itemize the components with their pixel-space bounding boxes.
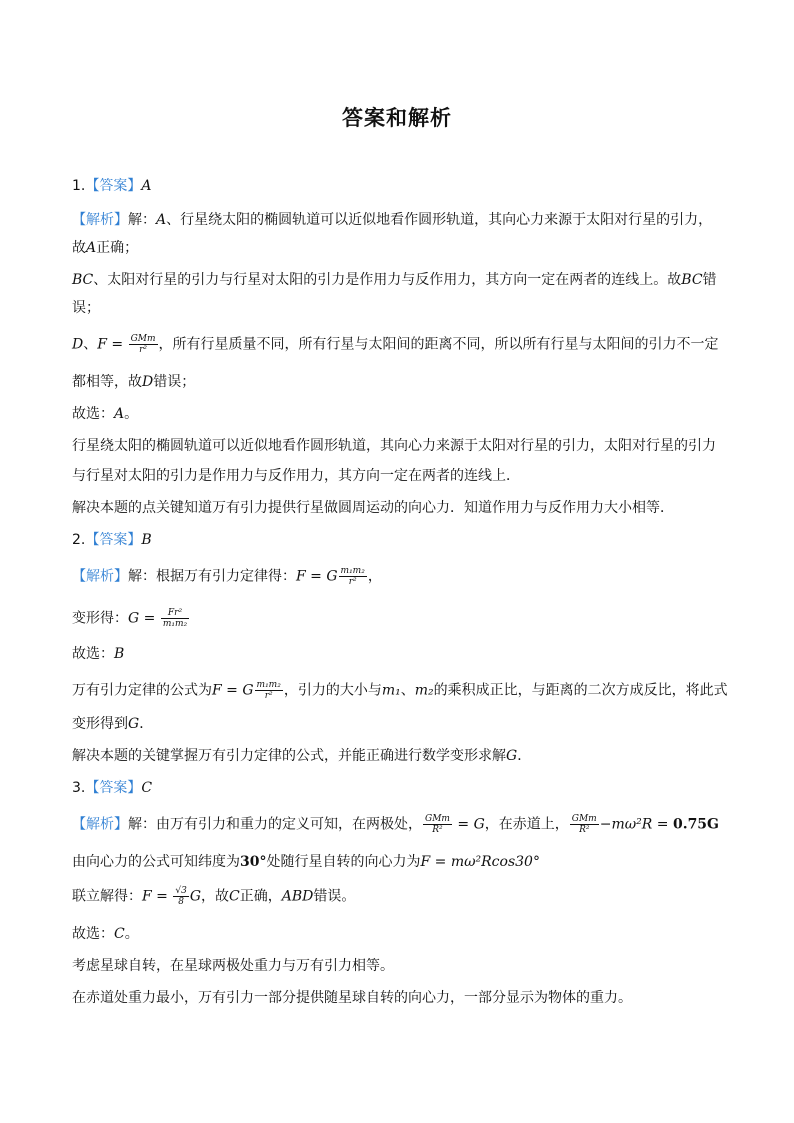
q2-fraction [161,608,189,629]
q1-option: A [86,240,97,256]
q1-text: 、行星绕太阳的椭圆轨道可以近似地看作圆形轨道，其向心力来源于太阳对行星的引力， [166,212,713,228]
q3-option: C [229,888,240,905]
q3-text: ，故 [201,888,230,905]
q1-line-2 [72,238,732,258]
q3-text: 解：由万有引力和重力的定义可知，在两极处， [128,816,422,833]
q3-line-2 [72,852,732,872]
fraction-denominator: R² [432,825,443,835]
q2-text: 变形得到 [72,716,128,732]
q1-answer: A [141,178,152,194]
q1-text: 。 [124,406,139,422]
q3-fraction [570,814,599,835]
q1-text: 错误； [153,374,196,390]
q1-text: ，所有行星质量不同，所有行星与太阳间的距离不同，所以所有行星与太阳间的引力不一定 [158,336,719,353]
q3-text: 联立解得： [72,888,142,905]
q3-text: 。 [124,926,139,942]
q2-text: 变形得： [72,610,128,627]
q3-line-6: 在赤道处重力最小，万有引力一部分提供随星球自转的向心力，一部分显示为物体的重力。 [72,990,632,1006]
q2-line-5 [72,714,732,734]
q3-line-5: 考虑星球自转，在星球两极处重力与万有引力相等。 [72,958,394,974]
q2-formula: m₂ [414,682,434,699]
q3-line-3 [72,886,732,907]
q2-option: G [506,748,518,764]
q1-line-9: 与行星对太阳的引力是作用力与反作用力，其方向一定在两者的连线上． [72,468,520,484]
q3-formula: = G [452,816,485,833]
q2-formula: F = G [296,568,338,585]
q3-formula: 30° [240,854,267,870]
q2-fraction [255,680,283,701]
q1-text: 、 [83,336,98,353]
q1-answer-line [72,176,732,196]
q2-text: 的乘积成正比，与距离的二次方成反比，将此式 [433,682,728,699]
q2-line-6 [72,746,732,766]
q2-answer-line [72,530,732,550]
q1-line-6 [72,372,732,392]
q1-text: 错 [702,272,717,288]
q2-text: ， [367,568,382,585]
fraction-denominator: r² [348,577,357,587]
q1-line-3 [72,270,732,290]
q1-option: BC [681,272,703,288]
fraction-numerator: m₁m₂ [340,566,365,576]
q1-option: D [72,336,84,353]
q2-line-4 [72,680,732,701]
q1-answer-tag: 【答案】 [85,178,142,194]
q1-line-7 [72,404,732,424]
q3-line-4 [72,924,732,944]
q3-text: 由向心力的公式可知纬度为 [72,854,240,870]
q3-line-1 [72,814,732,835]
q3-answer-tag: 【答案】 [85,780,142,796]
q3-text: 正确， [239,888,282,905]
q3-fraction [423,814,452,835]
q2-formula: F = G [212,682,254,699]
q1-text: 、太阳对行星的引力与行星对太阳的引力是作用力与反作用力，其方向一定在两者的连线上。故 [93,272,682,288]
q3-formula: 0.75G [672,816,720,833]
q3-analysis-tag: 【解析】 [72,816,128,833]
q3-formula: F = mω²Rcos30° [420,854,540,870]
q3-formula: G [189,888,202,905]
fraction-denominator: R² [579,825,590,835]
q1-text: 都相等，故 [72,374,142,390]
q2-text: ，引力的大小与 [283,682,382,699]
q1-fraction [129,334,158,355]
q1-formula: F = [97,336,128,353]
q2-text: ． [139,716,154,732]
q3-text: 故选： [72,926,114,942]
q3-text: 处随行星自转的向心力为 [266,854,421,870]
fraction-numerator: Fr² [161,608,189,619]
q2-number: 2. [72,532,86,548]
q1-line-10: 解决本题的点关键知道万有引力提供行星做圆周运动的向心力．知道作用力与反作用力大小相等． [72,500,674,516]
q1-line-1 [72,210,732,230]
q1-text: 故选： [72,406,114,422]
q1-option: BC [72,272,94,288]
q3-option: C [114,926,125,942]
q3-fraction [173,886,188,907]
q1-number: 1. [72,178,86,194]
q1-option: A [114,406,125,422]
q1-option: A [156,212,167,228]
q3-answer-line [72,778,732,798]
q2-text: 万有引力定律的公式为 [72,682,212,699]
q2-formula: m₁ [381,682,401,699]
q2-line-1 [72,566,732,587]
fraction-denominator: 8 [178,897,184,907]
q3-formula: F = [142,888,173,905]
fraction-denominator: r² [264,691,273,701]
q2-line-2 [72,608,732,629]
q1-analysis-tag: 【解析】 [72,212,128,228]
q1-line-8: 行星绕太阳的椭圆轨道可以近似地看作圆形轨道，其向心力来源于太阳对行星的引力，太阳对行星的引力 [72,438,716,454]
q1-line-5 [72,334,732,355]
q2-option: G [128,716,140,732]
q2-answer-tag: 【答案】 [85,532,142,548]
q2-text: 解决本题的关键掌握万有引力定律的公式，并能正确进行数学变形求解 [72,748,506,764]
q2-answer: B [141,532,152,548]
fraction-numerator: GMm [425,814,450,824]
q3-number: 3. [72,780,86,796]
q2-text: ． [517,748,532,764]
q1-option: D [142,374,154,390]
q2-text: 解：根据万有引力定律得： [128,568,296,585]
q1-text: 故 [72,240,86,256]
q3-text: ，在赤道上， [484,816,569,833]
q3-option: ABD [281,888,314,905]
q2-text: 故选： [72,646,114,662]
q3-formula: −mω²R = [599,816,673,833]
q1-line-4: 误； [72,300,100,316]
q2-text: 、 [400,682,415,699]
fraction-numerator: √3 [175,886,187,896]
fraction-denominator: m₁m₂ [162,619,188,629]
fraction-numerator: m₁m₂ [256,680,281,690]
q2-option: B [114,646,125,662]
q2-fraction [339,566,367,587]
q2-analysis-tag: 【解析】 [72,568,128,585]
q2-line-3 [72,644,732,664]
page-title: 答案和解析 [342,106,452,130]
fraction-numerator: GMm [571,814,597,824]
fraction-denominator: r² [139,345,148,355]
fraction-numerator: GMm [130,334,156,344]
q1-text: 正确； [96,240,139,256]
q2-formula: G = [128,610,160,627]
q3-text: 错误。 [313,888,356,905]
q1-text: 解： [128,212,156,228]
q3-answer: C [141,780,153,796]
